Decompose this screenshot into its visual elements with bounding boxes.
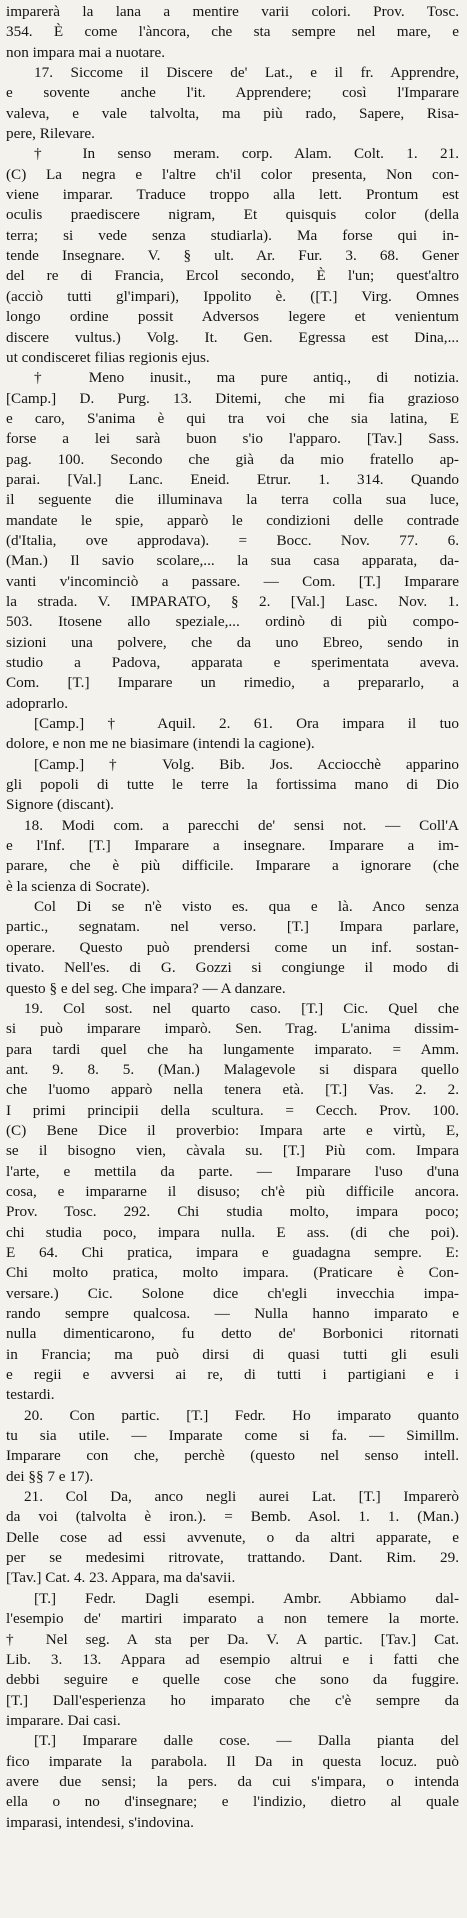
text-line: questo § e del seg. Che impara? — A danzare. — [6, 979, 286, 997]
text-line: (Man.) Il savio scolare,... la sua casa apparata, da- — [6, 552, 459, 570]
text-line: † In senso meram. corp. Alam. Colt. 1. 21. — [34, 145, 459, 163]
text-line: [T.] Imparare dalle cose. — Dalla pianta del — [34, 1732, 459, 1750]
text-line: 20. Con partic. [T.] Fedr. Ho imparato quanto — [24, 1406, 459, 1424]
text-line: gli popoli di tutte le terre la fortissima mano di Dio — [6, 776, 459, 794]
text-line: Col Di se n'è visto es. qua e là. Anco senza — [34, 898, 459, 916]
text-line: imparasi, intendesi, s'indovina. — [6, 1813, 194, 1831]
text-line: 503. Itosene allo speziale,... ordinò di più compo- — [6, 613, 459, 631]
text-line: e caro, S'anima è qui tra voi che sia latina, E — [6, 409, 459, 427]
text-line: tende Insegnare. V. § ult. Ar. Fur. 3. 68. Gener — [6, 247, 459, 265]
text-line: imparare. Dai casi. — [6, 1711, 121, 1729]
text-line: del re di Francia, Ercol secondo, È l'un; quest'altro — [6, 267, 459, 285]
entry-text-column — [6, 2, 459, 1833]
text-line: [Camp.] † Aquil. 2. 61. Ora impara il tuo — [34, 715, 459, 733]
text-line: ella o no d'insegnare; e l'indizio, dietro al quale — [6, 1793, 459, 1811]
text-line: da voi (talvolta è iron.). = Bemb. Asol. 1. 1. (Man.) — [6, 1508, 459, 1526]
text-line: longo ordine possit Adversos legere et venientum — [6, 308, 459, 326]
text-line: chi studia poco, impara nulla. E ass. (di che poi). — [6, 1223, 459, 1241]
text-line: 17. Siccome il Discere de' Lat., e il fr. Apprendre, — [34, 64, 459, 82]
text-line: discere vultus.) Volg. It. Gen. Egressa est Dina,... — [6, 328, 459, 346]
text-line: adoprarlo. — [6, 694, 68, 712]
text-line: Imparare con che, perchè (questo nel senso intell. — [6, 1447, 459, 1465]
text-line: valeva, e vale talvolta, ma più rado, Sapere, Risa- — [6, 104, 459, 122]
text-line: Com. [T.] Imparare un rimedio, a prepararlo, a — [6, 674, 459, 692]
text-line: e l'Inf. [T.] Imparare a insegnare. Imparare a im- — [6, 837, 459, 855]
text-line: Lib. 3. 13. Appara ad esempio altrui e i fatti che — [6, 1650, 459, 1668]
text-line: l'arte, e mettila da parte. — Imparare l'uso d'una — [6, 1162, 459, 1180]
text-line: non impara mai a nuotare. — [6, 43, 165, 61]
text-line: [Camp.] † Volg. Bib. Jos. Acciocchè apparino — [34, 755, 459, 773]
text-line: studio a Padova, apparata e sperimentata aveva. — [6, 654, 459, 671]
text-line: in Francia; ma può dirsi di quasi tutti gli esuli — [6, 1345, 459, 1363]
text-line: I primi principii della scultura. = Cecch. Prov. 100. — [6, 1101, 459, 1119]
text-line: [T.] Fedr. Dagli esempi. Ambr. Abbiamo dal- — [34, 1589, 459, 1607]
text-line: viene imparar. Traduce troppo alla lett. Prontum est — [6, 186, 459, 204]
text-line: (C) La negra e l'altre ch'il color presenta, Non con- — [6, 165, 459, 183]
text-line: parai. [Val.] Lanc. Eneid. Etrur. 1. 314. Quando — [6, 470, 459, 488]
text-line: E 64. Chi pratica, impara e guadagna sempre. E: — [6, 1243, 459, 1261]
text-line: imparerà la lana a mentire varii colori. Prov. Tosc. — [6, 3, 459, 20]
text-line: mandate le spie, apparò le condizioni delle contrade — [6, 511, 459, 529]
text-line: terra; si vede senza studiarla). Ma forse qui in- — [6, 226, 459, 244]
text-line: la strada. V. IMPARATO, § 2. [Val.] Lasc. Nov. 1. — [6, 592, 459, 610]
text-line: dei §§ 7 e 17). — [6, 1467, 94, 1485]
text-line: † Nel seg. A sta per Da. V. A partic. [Tav.] Cat. — [6, 1630, 459, 1648]
text-line: parare, che è più difficile. Imparare a ignorare (che — [6, 857, 459, 875]
text-line: testardi. — [6, 1386, 55, 1404]
text-line: (d'Italia, ove approdava). = Bocc. Nov. 77. 6. — [6, 531, 459, 549]
text-line: è la scienza di Socrate). — [6, 877, 150, 895]
text-line: l'esempio de' martiri imparato a non temere la morte. — [6, 1610, 459, 1628]
text-line: Delle cose ad essi avvenute, o da altri apparate, e — [6, 1528, 459, 1546]
text-line: Chi molto pratica, molto impara. (Praticare è Con- — [6, 1264, 459, 1282]
text-line: [Tav.] Cat. 4. 23. Appara, ma da'savii. — [6, 1569, 236, 1587]
text-line: oculis praediscere nigram, Et quisquis color (della — [6, 206, 459, 224]
text-line: se il bisogno vien, càvala su. [T.] Più com. Impara — [6, 1142, 459, 1160]
text-line: il seguente die illuminava la terra colla sua luce, — [6, 491, 459, 509]
text-line: avere due sensi; la pers. da cui s'impara, o intenda — [6, 1772, 459, 1790]
text-line: pag. 100. Secondo che già da mio fratello ap- — [6, 450, 459, 468]
text-line: pere, Rilevare. — [6, 125, 95, 143]
text-line: nulla dimenticarono, fu detto de' Borbonici ritornati — [6, 1325, 459, 1343]
text-line: versare.) Cic. Solone dice ch'egli invecchia impa- — [6, 1284, 459, 1302]
text-line: e sovente anche l'it. Apprendere; così l'Imparare — [6, 84, 459, 102]
text-line: tivato. Nell'es. di G. Gozzi si congiunge il modo di — [6, 959, 459, 977]
text-line: ut condisceret filias regionis ejus. — [6, 348, 210, 366]
text-line: ant. 9. 8. 5. (Man.) Malagevole si dispara quello — [6, 1060, 459, 1078]
text-line: 21. Col Da, anco negli aurei Lat. [T.] Imparerò — [24, 1488, 459, 1506]
text-line: dolore, e non me ne biasimare (intendi la cagione). — [6, 735, 315, 753]
text-line: [Camp.] D. Purg. 13. Ditemi, che mi fia grazioso — [6, 389, 459, 407]
text-line: partic., segnatam. nel verso. [T.] Impara parlare, — [6, 918, 459, 936]
text-line: † Meno inusit., ma pure antiq., di notizia. — [34, 369, 459, 387]
text-line: forse a lei sarà buon s'io l'apparo. [Tav.] Sass. — [6, 430, 459, 448]
text-line: sizioni una polvere, che da uno Ebreo, sendo in — [6, 633, 459, 651]
text-line: si può imparare imparò. Sen. Trag. L'anima dissim- — [6, 1020, 459, 1038]
text-line: debbi seguire e quelle cose che sono da fuggire. — [6, 1671, 459, 1689]
text-line: fico imparate la parabola. Il Da in questa locuz. può — [6, 1752, 459, 1770]
text-line: vanti v'incominciò a passare. — Com. [T.] Imparare — [6, 572, 459, 590]
text-line: 354. È come l'àncora, che sta sempre nel mare, e — [6, 23, 459, 41]
text-line: che l'uomo apparò nella tenera età. [T.] Vas. 2. 2. — [6, 1081, 459, 1099]
text-line: rando sempre qualcosa. — Nulla hanno imparato e — [6, 1305, 459, 1322]
text-line: Signore (discant). — [6, 796, 114, 814]
text-line: Prov. Tosc. 292. Chi studia molto, impara poco; — [6, 1203, 459, 1221]
text-line: [T.] Dall'esperienza ho imparato che c'è sempre da — [6, 1691, 459, 1709]
text-line: (C) Bene Dice il proverbio: Impara arte e virtù, E, — [6, 1121, 459, 1139]
text-line: per se medesimi ritrovate, trattando. Dant. Rim. 29. — [6, 1549, 459, 1567]
text-line: e regii e avversi ai re, di tutti i partigiani e i — [6, 1366, 459, 1384]
text-line: 19. Col sost. nel quarto caso. [T.] Cic. Quel che — [24, 999, 459, 1017]
text-line: (acciò tutti gl'impari), Ippolito è. ([T.] Virg. Omnes — [6, 287, 459, 305]
text-line: cosa, e impararne il disuso; ch'è più difficile ancora. — [6, 1182, 459, 1200]
text-line: operare. Questo può prendersi come un inf. sostan- — [6, 938, 459, 956]
text-line: 18. Modi com. a parecchi de' sensi not. — Coll'A — [24, 816, 459, 834]
text-line: para tardi quel che ha lungamente imparato. = Amm. — [6, 1040, 459, 1058]
text-line: tu sia utile. — Imparate come si fa. — Simillm. — [6, 1427, 459, 1445]
